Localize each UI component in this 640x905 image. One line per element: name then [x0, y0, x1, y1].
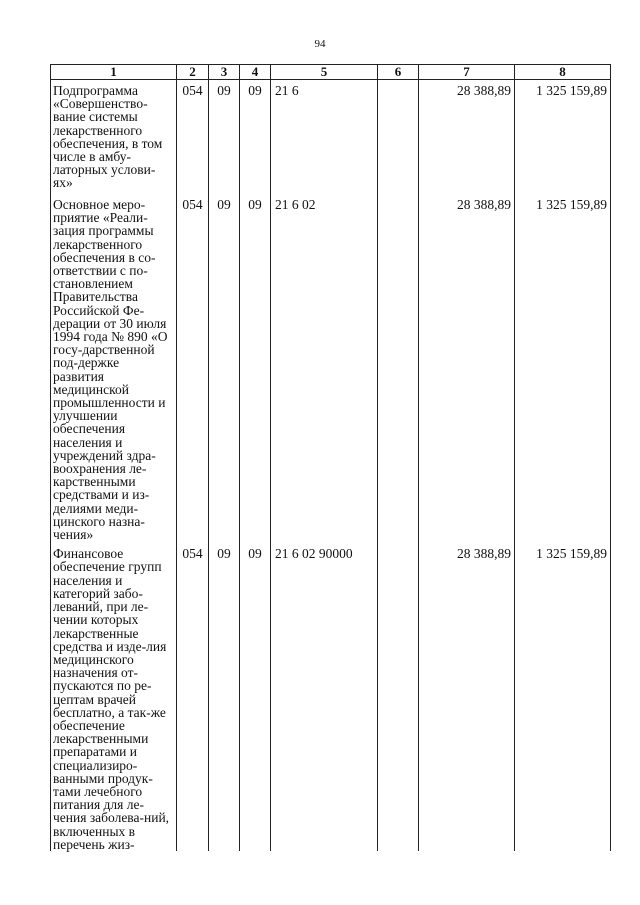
row-name: Основное меро-приятие «Реали-зация программы лекарственного обеспечения в со-ответствии с по-становлением Правительства Российской Фе-дерации от 30 июля 1994 года № 890 «О госу-дарственной под-держке развития медицинской промышленности и улучшении обеспечения населения и учреждений здра-воохранения ле-карственными средствами и из-делиями меди-цинского назна-чения»	[51, 192, 177, 541]
row-subsection: 09	[240, 541, 271, 851]
row-name: Подпрограмма «Совершенство-вание системы лекарственного обеспечения, в том числе в амбу-латорных услови-ях»	[51, 80, 177, 193]
row-section: 09	[209, 541, 240, 851]
row-expense-type	[378, 541, 419, 851]
row-ministry-code: 054	[177, 192, 209, 541]
row-amount-2: 1 325 159,89	[515, 541, 611, 851]
row-amount-2: 1 325 159,89	[515, 80, 611, 193]
row-amount-1: 28 388,89	[419, 192, 515, 541]
row-section: 09	[209, 80, 240, 193]
row-section: 09	[209, 192, 240, 541]
page-number: 94	[314, 38, 326, 50]
header-col-5: 5	[271, 65, 378, 80]
row-subsection: 09	[240, 80, 271, 193]
row-expense-type	[378, 192, 419, 541]
row-amount-1: 28 388,89	[419, 80, 515, 193]
header-col-1: 1	[51, 65, 177, 80]
header-col-4: 4	[240, 65, 271, 80]
header-col-8: 8	[515, 65, 611, 80]
row-expense-type	[378, 80, 419, 193]
row-ministry-code: 054	[177, 80, 209, 193]
row-target-code: 21 6 02 90000	[271, 541, 378, 851]
row-ministry-code: 054	[177, 541, 209, 851]
row-target-code: 21 6 02	[271, 192, 378, 541]
header-row	[51, 65, 611, 80]
budget-table	[50, 64, 611, 851]
header-col-7: 7	[419, 65, 515, 80]
table-row	[51, 80, 611, 193]
row-subsection: 09	[240, 192, 271, 541]
header-col-3: 3	[209, 65, 240, 80]
row-amount-1: 28 388,89	[419, 541, 515, 851]
header-col-2: 2	[177, 65, 209, 80]
row-name: Финансовое обеспечение групп населения и категорий забо-леваний, при ле-чении которых лекарственные средства и изде-лия медицинского назначения от-пускаются по ре-цептам врачей бесплатно, а так-же обеспечение лекарственными препаратами и специализиро-ванными продук-тами лечебного питания для ле-чения заболева-ний, включенных в перечень жиз-	[51, 541, 177, 851]
table-row	[51, 541, 611, 851]
table-row	[51, 192, 611, 541]
header-col-6: 6	[378, 65, 419, 80]
row-target-code: 21 6	[271, 80, 378, 193]
row-amount-2: 1 325 159,89	[515, 192, 611, 541]
